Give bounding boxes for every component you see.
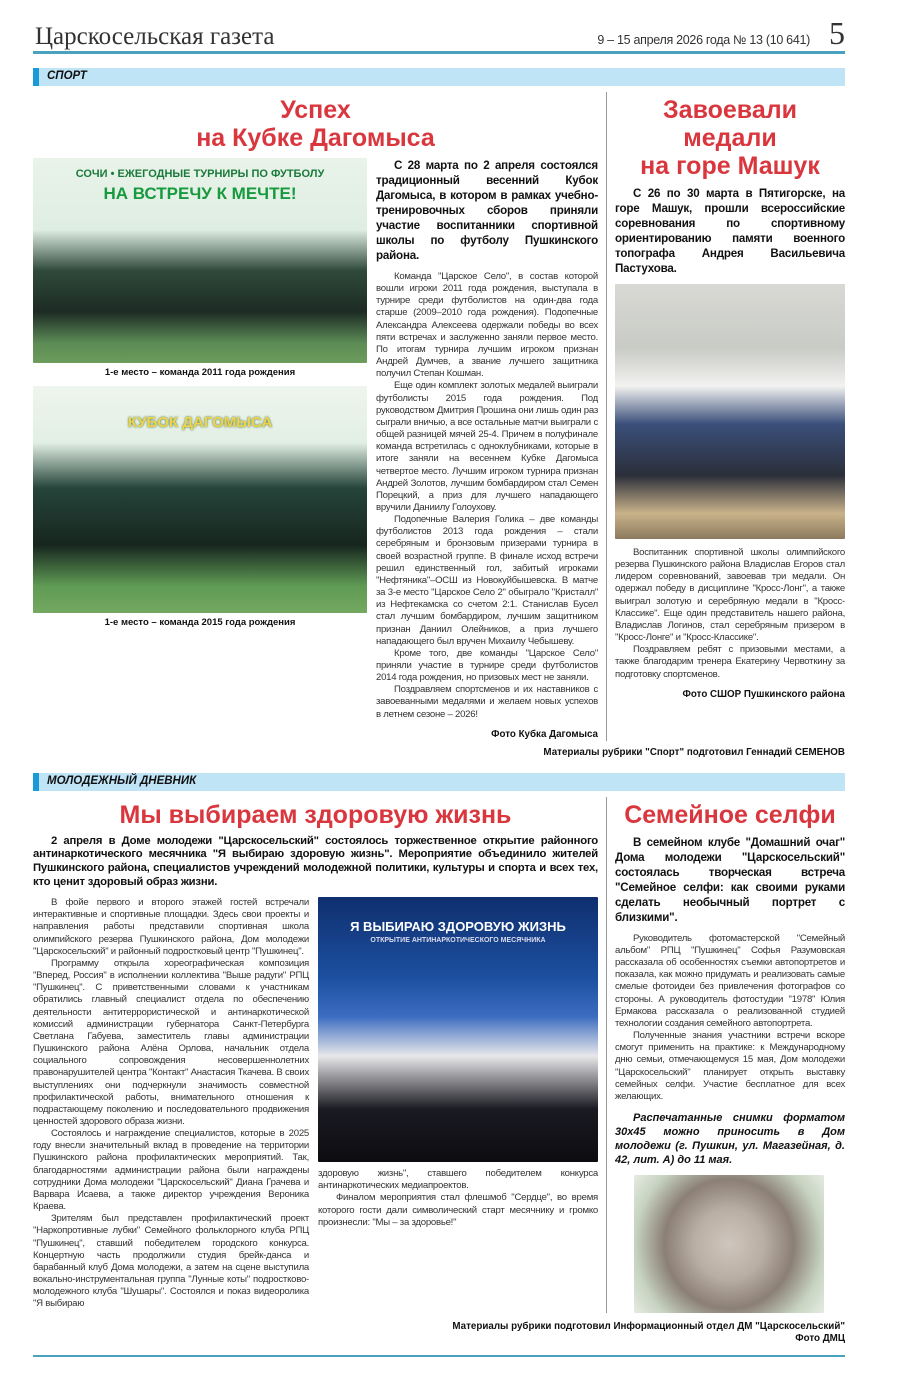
lead-mashuk — [615, 186, 845, 276]
headline-line: Завоевали медали — [663, 96, 797, 152]
photo-caption: 1-е место – команда 2015 года рождения — [104, 617, 296, 628]
section-label: СПОРТ — [47, 70, 87, 82]
photo-banner-text: КУБОК ДАГОМЫСА — [127, 414, 273, 431]
photo-banner-text: СОЧИ • ЕЖЕГОДНЫЕ ТУРНИРЫ ПО ФУТБОЛУ — [75, 168, 325, 180]
photo-banner-text: ОТКРЫТИЕ АНТИНАРКОТИЧЕСКОГО МЕСЯЧНИКА — [370, 937, 546, 945]
article-family-selfie — [615, 797, 845, 1313]
column-divider — [606, 92, 607, 741]
lead-text: С 26 по 30 марта в Пятигорске, на горе Машук, прошли всероссийские соревнования по спортивному ориентированию памяти военного топографа Андрея Васильевича Пастухова. — [615, 187, 845, 275]
paragraph: Финалом мероприятия стал флешмоб "Сердце", во время которого гости дали символический старт месячнику и громко произнесли: "Мы – за здоровье!" — [318, 1192, 598, 1228]
body-dagomys — [376, 271, 598, 721]
section-accent — [33, 68, 39, 86]
lead-dagomys — [376, 158, 598, 263]
lead-text: 2 апреля в Доме молодежи "Царскосельский" состоялось торжественное открытие районного антинаркотического месячника "Я выбираю здоровую жизнь". Мероприятие объединило жителей Пушкинского района, специалистов учреждений молодежной политики, культуры и спорта и всех тех, кто ценит здоровый образ жизни. — [33, 834, 598, 888]
paragraph: Команда "Царское Село", в состав которой вошли игроки 2011 года рождения, выступала в турнире среди футболистов на один-два года старше (2009–2010 года рождения). Подопечные Александра Алексеева одержали победы во всех пяти встречах и заслуженно заняли первое место. По итогам турнира лучшим игроком признан Андрей Думчев, а звание лучшего защитника получил Степан Кошман. — [376, 271, 598, 380]
photo-credit: Фото Кубка Дагомыса — [491, 728, 598, 740]
paragraph: Подопечные Валерия Голика – две команды футболистов 2013 года рождения – стали серебряным и бронзовым призерами турнира в своей возрастной группе. В финале исход встречи решил единственный гол, забитый игроками "Нефтяника"–ОСШ из Новокуйбышевска. В матче за 3-е место "Царское Село 2" обыграло "Кристалл" из Нефтекамска со счетом 2:1. Станислав Бусел стал лучшим бомбардиром, лучшим защитником признан Даниил Олейников, а приз лучшего нападающего был вручен Михаилу Чебышеву. — [376, 514, 598, 647]
lead-family-selfie — [615, 835, 845, 925]
page-header — [33, 16, 845, 54]
article-healthy-life — [33, 797, 598, 1313]
photo-banner-text: НА ВСТРЕЧУ К МЕЧТЕ! — [103, 184, 297, 203]
section-credit — [33, 1321, 845, 1345]
photo-credit: Фото СШОР Пушкинского района — [682, 688, 845, 700]
section-accent — [33, 773, 39, 791]
paragraph: Кроме того, две команды "Царское Село" приняли участие в турнире среди футболистов 2014 года рождения, но призовых мест не заняли. — [376, 647, 598, 684]
paragraph: Поздравляем ребят с призовыми местами, а также благодарим тренера Екатерину Червоткину за подготовку спортсменов. — [615, 644, 845, 680]
photo-banner-text: Я ВЫБИРАЮ ЗДОРОВУЮ ЖИЗНЬ — [350, 919, 566, 935]
photo-team-2015 — [33, 386, 367, 613]
section-bar-youth — [33, 773, 845, 791]
bottom-rule — [33, 1355, 845, 1357]
paragraph: Поздравляем спортсменов и их наставников с завоеванными медалями и желаем новых успехов в летнем сезоне – 2026! — [376, 684, 598, 720]
photo-caption: 1-е место – команда 2011 года рождения — [104, 367, 296, 378]
photo-column — [33, 158, 367, 741]
issue-info: 9 – 15 апреля 2026 года № 13 (10 641) — [597, 33, 810, 47]
paragraph: Еще один комплект золотых медалей выиграли футболисты 2015 года рождения. Под руководством Дмитрия Прошина они лишь один раз сыграли вничью, а все остальные матчи выиграли с общей разницей мячей 25-4. Причем в полуфинале команда встретилась с одноклубниками, которые в итоге заняли на весеннем Кубке Дагомыса четвертое место. Лучшим игроком турнира признан Андрей Золотов, лучшим бомбардиром стал Семен Порецкий, а приз для лучшего нападающего вручили Даниилу Голоухову. — [376, 380, 598, 513]
page-number: 5 — [829, 15, 845, 51]
section-label: МОЛОДЕЖНЫЙ ДНЕВНИК — [47, 774, 197, 787]
article-dagomys — [33, 92, 598, 741]
photo-column — [318, 897, 598, 1310]
photo-orienteering-podium — [615, 284, 845, 539]
lead-text: В семейном клубе "Домашний очаг" Дома молодежи "Царскосельский" состоялась творческая встреча "Семейное селфи: как своими руками сделать необычный портрет с близкими". — [615, 835, 845, 924]
credit-text: Материалы рубрики подготовил Информационный отдел ДМ "Царскосельский" — [452, 1320, 845, 1332]
headline-healthy-life: Мы выбираем здоровую жизнь — [119, 800, 512, 829]
paragraph: Программу открыла хореографическая композиция "Вперед, Россия" в исполнении коллектива "Выше радуги" РПЦ "Пушкинец". С приветственными словами к участникам обратились главный специалист отдела по обеспечению деятельности антитеррористической и антинаркотической комиссий администрации губернатора Санкт-Петербурга Светлана Габуева, заместитель главы администрации Пушкинского района Алёна Орлова, начальник отдела социального сопровождения несовершеннолетних правонарушителей центра "Контакт" Анастасия Ткачева. В своих выступлениях они подчеркнули значимость совместной профилактической работы, внимательного отношения к подрастающему поколению и последовательного продвижения ценностей здорового образа жизни. — [33, 957, 309, 1127]
masthead: Царскосельская газета — [35, 23, 275, 50]
lead-text: С 28 марта по 2 апреля состоялся традиционный весенний Кубок Дагомыса, в котором в рамках учебно-тренировочных сборов приняли участие воспитанники спортивной школы по футболу Пушкинского района. — [376, 159, 598, 262]
article-mashuk — [615, 92, 845, 741]
body-healthy-life-continued — [318, 1168, 598, 1229]
column-divider — [606, 797, 607, 1313]
body-family-selfie — [615, 933, 845, 1103]
sport-section — [33, 92, 845, 741]
paragraph: Руководитель фотомастерской "Семейный альбом" РПЦ "Пушкинец" Софья Разумовская рассказала об особенностях съемки автопортретов и показала, как можно придумать и реализовать самые смелые фотоидеи без привлечения фотографов со стороны. А руководитель фотостудии "1978" Юлия Ермакова рассказала о реализованной студией технологии создания семейного автопортрета. — [615, 932, 845, 1029]
article-dagomys-columns — [33, 158, 598, 741]
paragraph: Состоялось и награждение специалистов, которые в 2025 году внесли значительный вклад в проведение на территории Пушкинского района профилактических мероприятий. Так, благодарностями администрации района были награждены сотрудники Дома молодежи "Царскосельский" Диана Грачева и Варвара Исаева, а также директор учреждения Вероника Краева. — [33, 1128, 309, 1213]
article-healthy-life-columns — [33, 897, 598, 1310]
photo-team-2011 — [33, 158, 367, 363]
paragraph: В фойе первого и второго этажей гостей встречали интерактивные и спортивные площадки. Здесь свои проекты и направления работы представили спортивная школа олимпийского резерва Пушкинского района, Дом молодежи "Царскосельский" и районный подростковый центр "Пушкинец". — [33, 897, 309, 957]
photo-group-selfie — [634, 1175, 824, 1313]
paragraph: Зрителям был представлен профилактический проект "Наркопротивные лубки" Семейного фольклорного клуба РПЦ "Пушкинец", ставший победителем городского конкурса. Концертную часть продолжили студия брейк-данса и барабанный клуб Дома молодежи, а затем на сцене выступила вокально-инструментальная группа "Лунные коты" подростково-молодежного клуба "Шушары". Состоялся и показ видеоролика "Я выбираю — [33, 1213, 309, 1310]
paragraph: Полученные знания участники встречи вскоре смогут применить на практике: к Международному дню семьи, отмечающемуся 15 мая, Дом молодежи "Царскосельский" планирует открыть выставку семейных селфи. Участие бесплатное для всех желающих. — [615, 1030, 845, 1102]
headline-mashuk — [615, 96, 845, 180]
paragraph: здоровую жизнь", ставшего победителем конкурса антинаркотических медиапроектов. — [318, 1168, 598, 1192]
headline-dagomys — [33, 96, 598, 152]
youth-section — [33, 797, 845, 1313]
headline-line: Успех — [280, 96, 351, 124]
body-mashuk — [615, 547, 845, 681]
section-credit: Материалы рубрики "Спорт" подготовил Геннадий СЕМЕНОВ — [543, 746, 845, 758]
paragraph: Воспитанник спортивной школы олимпийского резерва Пушкинского района Владислав Егоров стал лидером соревнований, завоевав три медали. Он одержал победу в дисциплине "Кросс-Лонг", а также выиграл золотую и серебряную медали в "Кросс-Классике". Еще один представитель нашего района, Владислав Логинов, стал серебряным призером в "Кросс-Лонге" и "Кросс-Классике". — [615, 547, 845, 644]
section-bar-sport — [33, 68, 845, 86]
headline-family-selfie: Семейное селфи — [624, 800, 836, 829]
note-submission: Распечатанные снимки форматом 30х45 можно приносить в Дом молодежи (г. Пушкин, ул. Магазейная, д. 42, лит. А) до 11 мая. — [615, 1111, 845, 1166]
headline-line: на горе Машук — [640, 152, 820, 180]
text-column — [376, 158, 598, 741]
lead-healthy-life — [33, 835, 598, 889]
headline-line: на Кубке Дагомыса — [196, 124, 435, 152]
photo-stage-performance — [318, 897, 598, 1162]
photo-credit: Фото ДМЦ — [795, 1332, 845, 1344]
body-healthy-life — [33, 897, 309, 1310]
